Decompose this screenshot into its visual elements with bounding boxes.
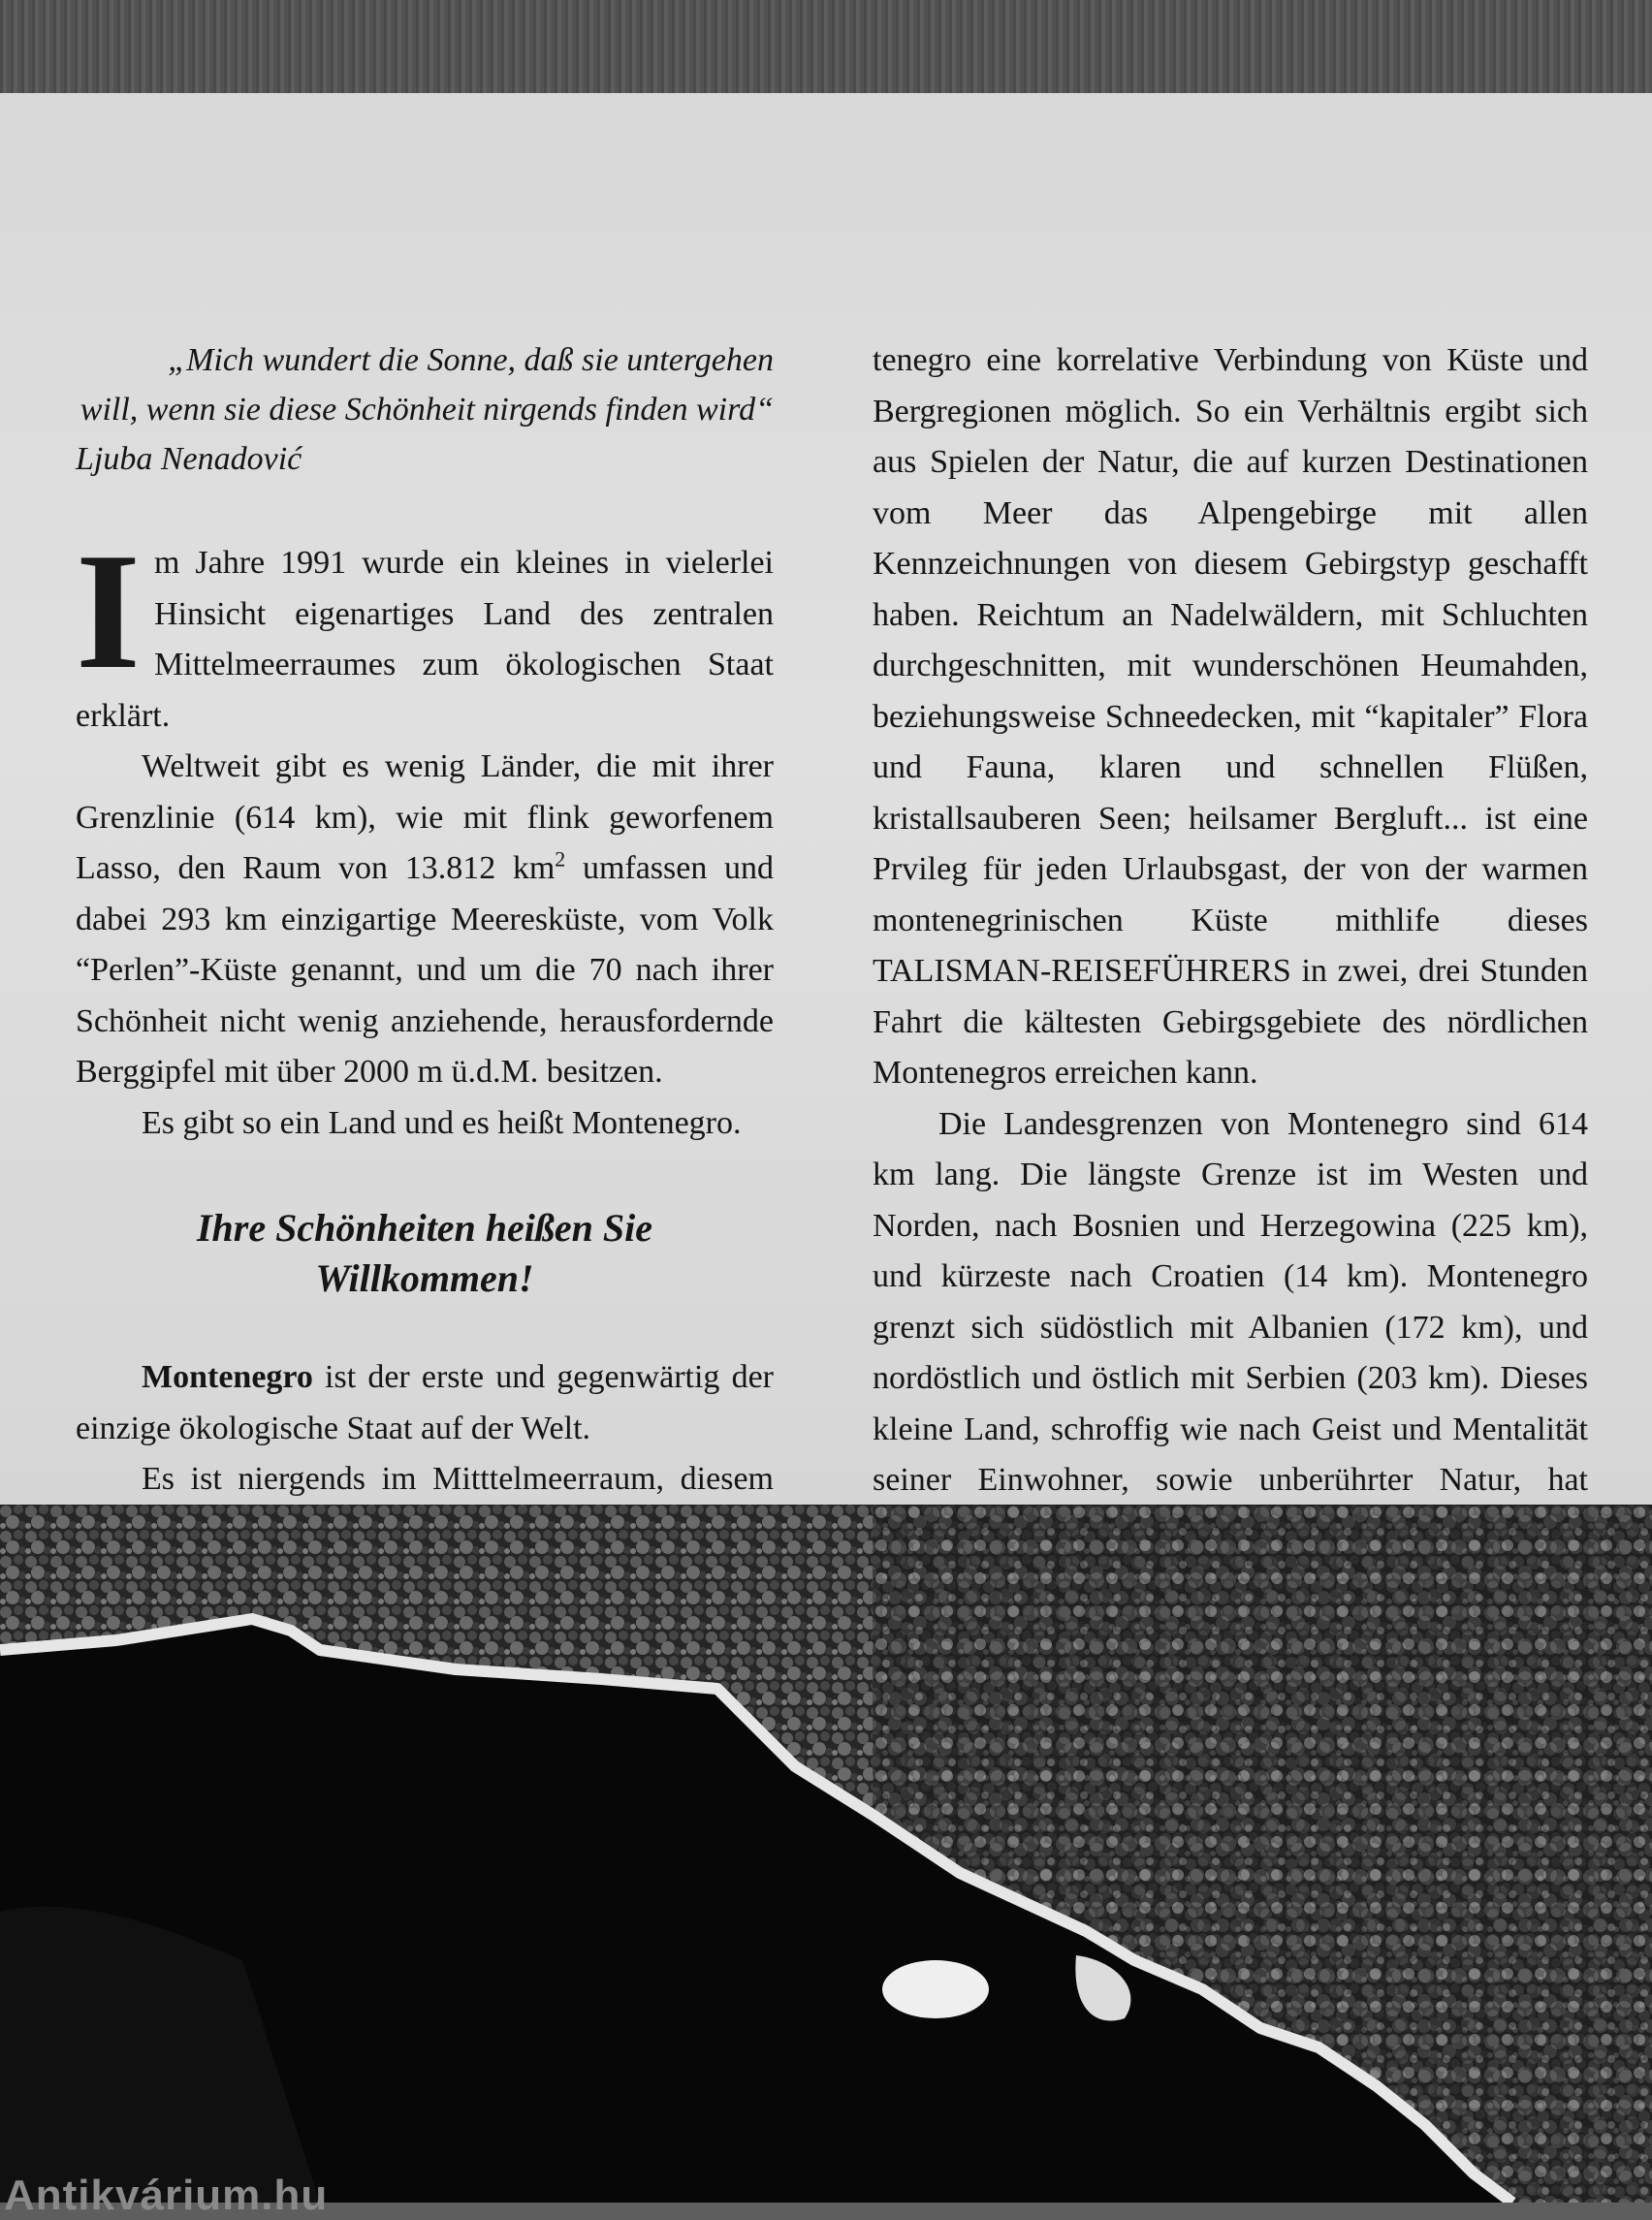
epigraph-line-2: will, wenn sie diese Schönheit nirgends finden wird“ bbox=[79, 392, 774, 428]
montenegro-bold: Montenegro bbox=[142, 1359, 313, 1395]
lake-aerial-photo bbox=[0, 1505, 1652, 2203]
section-heading-line-1: Ihre Schönheiten heißen Sie bbox=[196, 1206, 653, 1250]
lake-photo-graphic bbox=[0, 1505, 1652, 2203]
paragraph-mediterranean: Es ist niergends im Mitttelmeerraum, diesem bbox=[142, 1461, 774, 1497]
intro-paragraph bbox=[76, 520, 774, 742]
background-surface bbox=[0, 0, 1652, 97]
superscript-2: 2 bbox=[555, 846, 566, 872]
section-heading bbox=[76, 1203, 774, 1304]
paragraph-borders bbox=[76, 742, 774, 1098]
paragraph-coast-mountains: tenegro eine korrelative Verbindung von Küste und Bergregionen möglich. So ein Verhältnis ergibt sich aus Spielen der Natur, die auf kurzen Destinationen vom Meer das Alpengebirge mit allen Kennzeichnungen von diesem Gebirgstyp geschafft haben. Reichtum an Nadelwäldern, mit Schluchten durchgeschnitten, mit wunderschönen Heumahden, beziehungsweise Schneedecken, mit “kapitaler” Flora und Fauna, klaren und schnellen Flüßen, kristallsauberen Seen; heilsamer Bergluft... ist eine Prvileg für jeden Urlaubsgast, der von der warmen montenegrinischen Küste mithlife dieses TALISMAN-REISEFÜHRERS in zwei, drei Stunden Fahrt die kältesten Gebirgsgebiete des nördlichen Montenegros erreichen kann. bbox=[873, 342, 1588, 1091]
intro-text: m Jahre 1991 wurde ein kleines in vielerlei Hinsicht eigenartiges Land des zentralen Mittelmeerraumes zum ökologischen Staat erklärt. bbox=[76, 545, 774, 734]
paragraph-ecological-state-text: ist der erste und gegenwärtig der einzige ökologische Staat auf der Welt. bbox=[76, 1359, 774, 1446]
paragraph-borders-text-a: Weltweit gibt es wenig Länder, die mit ihrer Grenzlinie (614 km), wie mit flink geworfenem Lasso, den Raum von 13.812 km bbox=[76, 748, 774, 886]
right-column bbox=[873, 335, 1588, 1557]
section-heading-line-2: Willkommen! bbox=[315, 1256, 534, 1300]
watermark: Antikvárium.hu bbox=[4, 2172, 329, 2219]
book-page bbox=[0, 93, 1652, 1513]
paragraph-borders-text-b: umfassen und dabei 293 km einzigartige Meeresküste, vom Volk “Perlen”-Küste genannt, und um die 70 nach ihrer Schönheit nicht wenig anziehende, herausfordernde Berggipfel mit über 2000 m ü.d.M. besitzen. bbox=[76, 850, 774, 1090]
paragraph-montenegro-name: Es gibt so ein Land und es heißt Montenegro. bbox=[142, 1104, 742, 1141]
epigraph-line-1: „Mich wundert die Sonne, daß sie untergehen bbox=[168, 342, 774, 378]
paragraph-borders-length: Die Landesgrenzen von Montenegro sind 614 km lang. Die längste Grenze ist im Westen und Norden, nach Bosnien und Herzegowina (225 km), und kürzeste nach Croatien (14 km). Montenegro grenzt sich südöstlich mit Albanien (172 km), und nordöstlich und östlich mit Serbien (203 km). Dieses kleine Land, schroffig wie nach Geist und Mentalität seiner Einwohner, sowie unberührter Natur, hat bbox=[873, 1105, 1588, 1498]
epigraph-author: Ljuba Nenadović bbox=[76, 441, 302, 477]
left-column bbox=[76, 335, 774, 1556]
drop-cap: I bbox=[76, 520, 141, 704]
paragraph-ecological-state bbox=[76, 1352, 774, 1454]
